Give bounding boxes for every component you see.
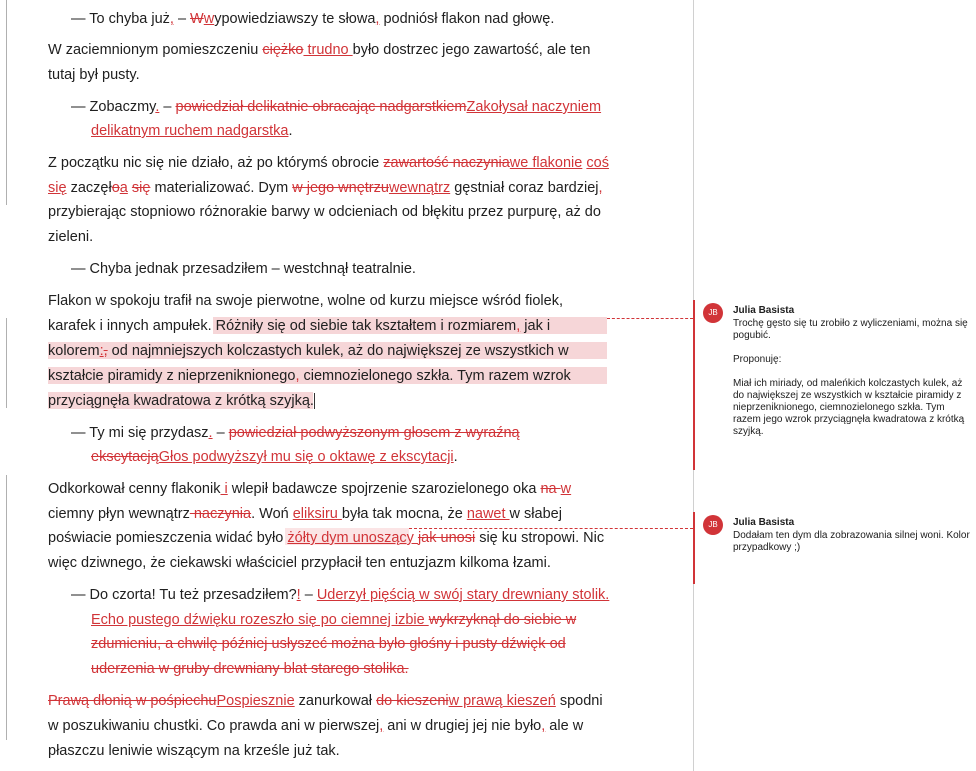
text-run: — [71, 11, 90, 27]
tracked-deletion: na [540, 481, 561, 497]
text-run: Zobaczmy [89, 99, 156, 115]
comment-active-bar [693, 300, 695, 470]
text-run: — [71, 99, 90, 115]
tracked-deletion: się [131, 180, 151, 196]
paragraph-line[interactable] [91, 659, 409, 679]
tracked-insertion: i [220, 481, 228, 497]
tracked-deletion: Prawą dłonią w pośpiechu [48, 693, 217, 709]
text-run: – [212, 425, 229, 441]
comment-text[interactable]: Dodałam ten dym dla zobrazowania silnej woni. Kolor przypadkowy ;) [733, 530, 973, 553]
paragraph-line[interactable] [48, 153, 609, 173]
tracked-insertion: delikatnym ruchem nadgarstka [91, 123, 289, 139]
text-run: To chyba już [89, 11, 170, 27]
tracked-insertion: Pospiesznie [216, 693, 295, 709]
paragraph-line[interactable] [48, 479, 571, 499]
tracked-insertion: ! [296, 587, 301, 603]
tracked-insertion: , [375, 11, 380, 27]
tracked-insertion: . [155, 99, 160, 115]
paragraph-line[interactable] [48, 553, 551, 573]
tracked-insertion: w [203, 11, 215, 27]
tracked-insertion: Głos podwyższył mu się o oktawę z ekscytacji [158, 449, 454, 465]
text-run: Różniły się od siebie tak kształtem i rozmiarem [215, 318, 517, 334]
comment-active-bar [693, 512, 695, 584]
text-run: — [71, 425, 90, 441]
text-run: Flakon w spokoju trafił na swoje pierwotne, wolne od kurzu miejsce wśród fiolek, [48, 293, 563, 309]
comment-connector [409, 528, 693, 529]
tracked-deletion: powiedział delikatnie obracając nadgarstkiem [175, 99, 467, 115]
tracked-deletion: zdumieniu, a chwilę później usłyszeć można było głośny i pusty dźwięk od [91, 636, 566, 652]
paragraph-line[interactable] [48, 366, 571, 386]
text-run: . [288, 123, 293, 139]
change-bar [6, 0, 7, 205]
change-bar [6, 475, 7, 585]
paragraph-line[interactable] [71, 9, 554, 29]
text-run: . [453, 449, 458, 465]
text-run: wlepił badawcze spojrzenie szarozielonego oka [227, 481, 541, 497]
paragraph-line[interactable] [48, 691, 603, 711]
tracked-insertion: . [208, 425, 213, 441]
text-run: ypowiedziawszy te słowa [214, 11, 376, 27]
text-run: ciemny płyn wewnątrz [48, 506, 190, 522]
text-run: Odkorkował cenny flakonik [48, 481, 221, 497]
paragraph-line[interactable] [48, 316, 550, 336]
text-run: materializować. Dym [150, 180, 293, 196]
tracked-deletion: jak unosi [417, 530, 476, 546]
paragraph-line[interactable] [91, 121, 293, 141]
tracked-insertion: , [379, 718, 384, 734]
paragraph-line[interactable] [91, 610, 576, 630]
tracked-deletion: W [190, 11, 204, 27]
text-run: kolorem [48, 343, 100, 359]
text-run: zieleni. [48, 229, 94, 245]
comment-author: Julia Basista [733, 305, 795, 316]
text-run: Chyba jednak przesadziłem – westchnął teatralnie. [89, 261, 416, 277]
tracked-insertion: a [119, 180, 128, 196]
tracked-insertion: żółty dym unoszący [287, 530, 418, 546]
text-run: Ty mi się przydasz [89, 425, 209, 441]
paragraph-line[interactable] [48, 40, 590, 60]
tracked-insertion: Echo pustego dźwięku rozeszło się po ciemnej izbie [91, 612, 429, 628]
text-run: przyciągnęła kwadratowa z krótką szyjką. [48, 393, 314, 409]
tracked-insertion: coś [586, 155, 609, 171]
tracked-insertion: w [560, 481, 572, 497]
tracked-insertion: nawet [466, 506, 510, 522]
paragraph-line[interactable] [71, 259, 416, 279]
tracked-deletion: w jego wnętrzu [292, 180, 389, 196]
tracked-insertion: , [516, 318, 521, 334]
tracked-insertion: , [295, 368, 300, 384]
text-run: się ku stropowi. Nic [475, 530, 605, 546]
tracked-insertion: , [541, 718, 546, 734]
text-run: jak i [520, 318, 551, 334]
change-bar [6, 318, 7, 408]
paragraph-line[interactable] [48, 65, 140, 85]
paragraph-line[interactable] [48, 741, 340, 761]
avatar: JB [703, 515, 723, 535]
tracked-insertion: , [598, 180, 603, 196]
paragraph-line[interactable] [48, 178, 603, 198]
text-run: W zaciemnionym pomieszczeniu [48, 42, 263, 58]
tracked-insertion: : [99, 343, 104, 359]
text-run: — [71, 261, 90, 277]
text-run: Z początku nic się nie działo, aż po którymś obrocie [48, 155, 384, 171]
tracked-insertion: trudno [303, 42, 353, 58]
text-run: Do czorta! Tu też przesadziłem? [89, 587, 297, 603]
tracked-deletion: zawartość naczynia [383, 155, 510, 171]
paragraph-line[interactable] [48, 341, 569, 361]
text-run: poświacie pomieszczenia widać było [48, 530, 288, 546]
tracked-deletion: naczynia [189, 506, 252, 522]
paragraph-line[interactable] [48, 227, 93, 247]
paragraph-line[interactable] [48, 528, 604, 548]
paragraph-line[interactable] [48, 716, 583, 736]
text-run: ale w [545, 718, 584, 734]
text-run: zanurkował [294, 693, 377, 709]
tracked-insertion: Zakołysał naczyniem [466, 99, 602, 115]
paragraph-line[interactable] [48, 202, 601, 222]
text-run: w słabej [509, 506, 562, 522]
tracked-insertion: , [169, 11, 174, 27]
tracked-deletion: o [111, 180, 120, 196]
paragraph-line[interactable] [91, 447, 458, 467]
tracked-deletion: ekscytacją [91, 449, 159, 465]
tracked-insertion: Uderzył pięścią w swój stary drewniany stolik. [316, 587, 610, 603]
tracked-insertion: eliksiru [292, 506, 342, 522]
text-run: . Woń [251, 506, 293, 522]
text-run: było dostrzec jego zawartość, ale ten [352, 42, 591, 58]
text-run: – [300, 587, 317, 603]
paragraph-line[interactable] [48, 291, 563, 311]
tracked-deletion: wykrzyknął do siebie w [428, 612, 577, 628]
text-cursor [314, 393, 315, 409]
tracked-insertion: w prawą kieszeń [448, 693, 556, 709]
text-run: w poszukiwaniu chustki. Co prawda ani w pierwszej [48, 718, 380, 734]
text-run: tutaj był pusty. [48, 67, 140, 83]
paragraph-line[interactable] [48, 391, 315, 411]
comment-text[interactable]: Trochę gęsto się tu zrobiło z wyliczeniami, można się pogubić. Proponuję: Miał ich miriady, od maleńkich kolczastych kulek, aż do największej ze wszystkich w kształcie piramidy z nieprzeniknionego, ciemnozielonego szkła. Tym razem jego wzrok przyciągnęła kwadratowa z krótką szyjką. [733, 318, 968, 437]
comment-connector [607, 318, 693, 319]
text-run: od najmniejszych kolczastych kulek, aż do największej ze wszystkich w [107, 343, 569, 359]
change-bar [6, 580, 7, 740]
avatar: JB [703, 303, 723, 323]
tracked-deletion: do kieszeni [376, 693, 449, 709]
tracked-insertion: we flakonie [509, 155, 583, 171]
paragraph-line[interactable] [71, 97, 601, 117]
text-run: ani w drugiej jej nie było [383, 718, 542, 734]
tracked-deletion: powiedział podwyższonym głosem z wyraźną [228, 425, 520, 441]
paragraph-line[interactable] [71, 585, 609, 605]
text-run: karafek i innych ampułek. [48, 318, 216, 334]
text-run: kształcie piramidy z nieprzeniknionego [48, 368, 296, 384]
text-run: spodni [555, 693, 603, 709]
text-run: więc dziwnego, że ciekawski właściciel przypłacił ten entuzjazm kilkoma łzami. [48, 555, 551, 571]
text-run: — [71, 587, 90, 603]
text-run: była tak mocna, że [341, 506, 467, 522]
paragraph-line[interactable] [71, 423, 520, 443]
text-run: zaczęł [66, 180, 112, 196]
tracked-deletion: ciężko [262, 42, 304, 58]
text-run: gęstniał coraz bardziej [450, 180, 599, 196]
text-run: ciemnozielonego szkła. Tym razem wzrok [299, 368, 571, 384]
tracked-insertion: wewnątrz [388, 180, 451, 196]
paragraph-line[interactable] [48, 504, 562, 524]
tracked-deletion: , [103, 343, 108, 359]
comment-author: Julia Basista [733, 517, 795, 528]
tracked-insertion: się [48, 180, 67, 196]
text-run: – [173, 11, 191, 27]
text-run: przybierając stopniowo różnorakie barwy w odcieniach od błękitu przez purpurę, aż do [48, 204, 601, 220]
text-run: – [159, 99, 176, 115]
tracked-deletion: uderzenia w gruby drewniany blat starego stolika. [91, 661, 409, 677]
paragraph-line[interactable] [91, 634, 566, 654]
text-run: podniósł flakon nad głowę. [379, 11, 555, 27]
text-run: płaszczu leniwie wiszącym na krześle już tak. [48, 743, 340, 759]
